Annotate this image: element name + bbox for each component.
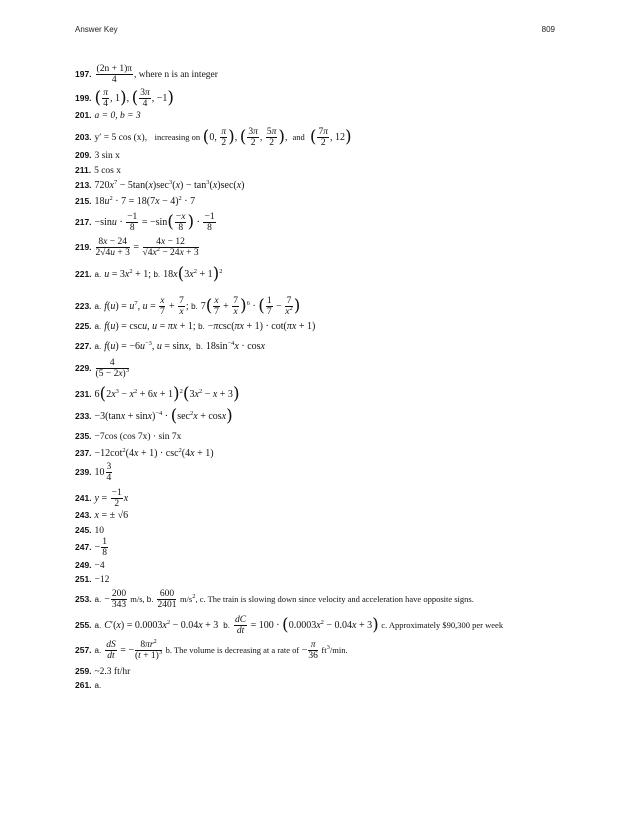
answer-235 [75,430,181,443]
answer-text: −4 [94,561,105,571]
answer-text: a = 0, b = 3 [94,111,141,121]
answer-261: 261. a. [75,680,102,690]
answer-number: 239. [75,466,92,477]
answer-number: 199. [75,92,92,103]
answer-259 [75,665,130,678]
answer-237: 237. $-12\cot^2(4x + 1) \cdot \csc^2(4x + 1)$ [75,447,214,459]
answer-number: 237. [75,448,92,458]
answer-257: 257. a. $\frac{dS}{dt}$ = − $\frac{8\pi r^2}{(t + 1)^3}$ b. The volume is decreasing at a rate of − $\frac{\pi}{36}$ $ft^3/\min$. [75,638,348,661]
answer-255: 255. a. $C'(x) = 0.0003x^2 - 0.04x + 3$ b. $\frac{dC}{dt}$ = $100 \cdot (0.0003x^2 - 0.04x + 3)$ c. Approximately $90,300 per week [75,614,504,636]
answer-text: ~2.3 ft/hr [94,667,131,677]
answer-199: 199. ( $\frac{\pi}{4}$ , 1), ( $\frac{3\pi}{4}$ , −1) [75,87,175,109]
answer-209 [75,149,120,162]
answer-213: 213. $720x^7 - 5\tan(x)\sec^3(x) - \tan^3(x)\sec(x)$ [75,179,245,191]
answer-219: 219. $\frac{8x - 24}{2√4u + 3}$ = $\frac{4x - 12}{√4x^2 - 24x + 3}$ [75,237,199,258]
answer-text: 10 [94,526,105,536]
fraction: $\frac{(2n + 1)\pi}{4}$ [96,64,133,85]
answer-201 [75,109,141,122]
answer-number: 241. [75,492,92,503]
answer-number: 221. [75,269,92,279]
answer-text: 5 cos x [94,166,121,176]
answer-number: 229. [75,362,92,373]
answer-229: 229. $\frac{4}{(5 - 2x)^3}$ [75,358,129,379]
answer-241: 241. y = $\frac{-1}{2}$ x [75,488,129,509]
answer-number: 233. [75,411,92,421]
answer-number: 213. [75,180,92,190]
answer-number: 247. [75,541,92,552]
answer-197 [75,64,218,85]
answer-217: 217. −sinu · $\frac{-1}{8}$ = −sin( $\frac{-x}{8}$ ) · $\frac{-1}{8}$ [75,211,215,233]
answer-245 [75,524,104,537]
answer-221: 221. a. $u = 3x^2 + 1$; b. $18x(3x^2 + 1)^2$ [75,264,223,284]
answer-number: 219. [75,241,92,252]
answer-text: , where n is an integer [134,69,218,80]
answer-239: 239. 10 $\frac{3}{4}$ [75,462,112,483]
answer-number: 211. [75,165,92,175]
answer-text: and [292,131,305,142]
page-number: 809 [541,25,555,34]
answer-203: 203. y′ = 5 cos (x), increasing on (0, $\frac{\pi}{2}$ ), ( $\frac{3\pi}{2}$ , $\frac{5\pi}{2}$ ), and ( $\frac{7\pi}{2}$ , 12) [75,126,352,148]
answer-number: 225. [75,321,92,331]
answer-number: 249. [75,560,92,570]
answer-number: 231. [75,389,92,399]
answer-text: y′ = 5 cos (x), [94,132,148,143]
answer-text: increasing on [154,131,201,142]
answer-253: 253. a. − $\frac{200}{343}$ m/s, b. $\frac{600}{2401}$ $m/s^2$, c. The train is slowing down since velocity and acceleration have opposite signs. [75,589,474,610]
answer-number: 261. [75,680,92,690]
running-header: Answer Key [75,25,118,34]
answer-number: 201. [75,110,92,120]
answer-233: 233. $-3(\tan x + \sin x)^{-4} \cdot (\sec^2x + \cos x)$ [75,406,233,426]
answer-227: 227. a. $f(u) = -6u^{-3}$, u = sinx, b. $18\sin^{-4}x \cdot \cos x$ [75,340,265,352]
answer-number: 217. [75,216,92,227]
answer-251 [75,573,109,586]
answer-number: 197. [75,68,92,79]
answer-231: 231. $6(2x^3 - x^2 + 6x + 1)^2(3x^2 - x + 3)$ [75,384,240,404]
answer-number: 253. [75,593,92,604]
answer-text: −12 [94,575,110,585]
answer-number: 243. [75,510,92,520]
answer-text: −7cos (cos 7x) · sin 7x [94,432,182,442]
answer-223: 223. a. $f(u) = u^7$, u = $\frac{x}{7}$ + $\frac{7}{x}$ ; b. 7( $\frac{x}{7}$ + $\frac{7}{x}$ )$^6$ · ( $\frac{1}{7}$ − $\frac{7}{x^2}$ ) [75,295,301,317]
answer-number: 245. [75,525,92,535]
answer-243: 243. x = ± √6 [75,510,129,521]
answer-number: 209. [75,150,92,160]
answer-number: 251. [75,574,92,584]
answer-249 [75,559,105,572]
answer-text: 3 sin x [94,151,120,161]
answer-211 [75,164,121,177]
answer-number: 255. [75,619,92,630]
answer-215: 215. $18u^2 \cdot 7 = 18(7x - 4)^2 \cdot 7$ [75,195,196,207]
answer-247: 247. − $\frac{1}{8}$ [75,537,107,558]
answer-number: 235. [75,431,92,441]
answer-number: 223. [75,300,92,311]
answer-225: 225. a. f(u) = cscu, u = πx + 1; b. −πcsc(πx + 1) · cot(πx + 1) [75,321,316,332]
answer-number: 259. [75,666,92,676]
answer-number: 215. [75,196,92,206]
answer-number: 227. [75,341,92,351]
answer-number: 203. [75,131,92,142]
answer-number: 257. [75,644,92,655]
